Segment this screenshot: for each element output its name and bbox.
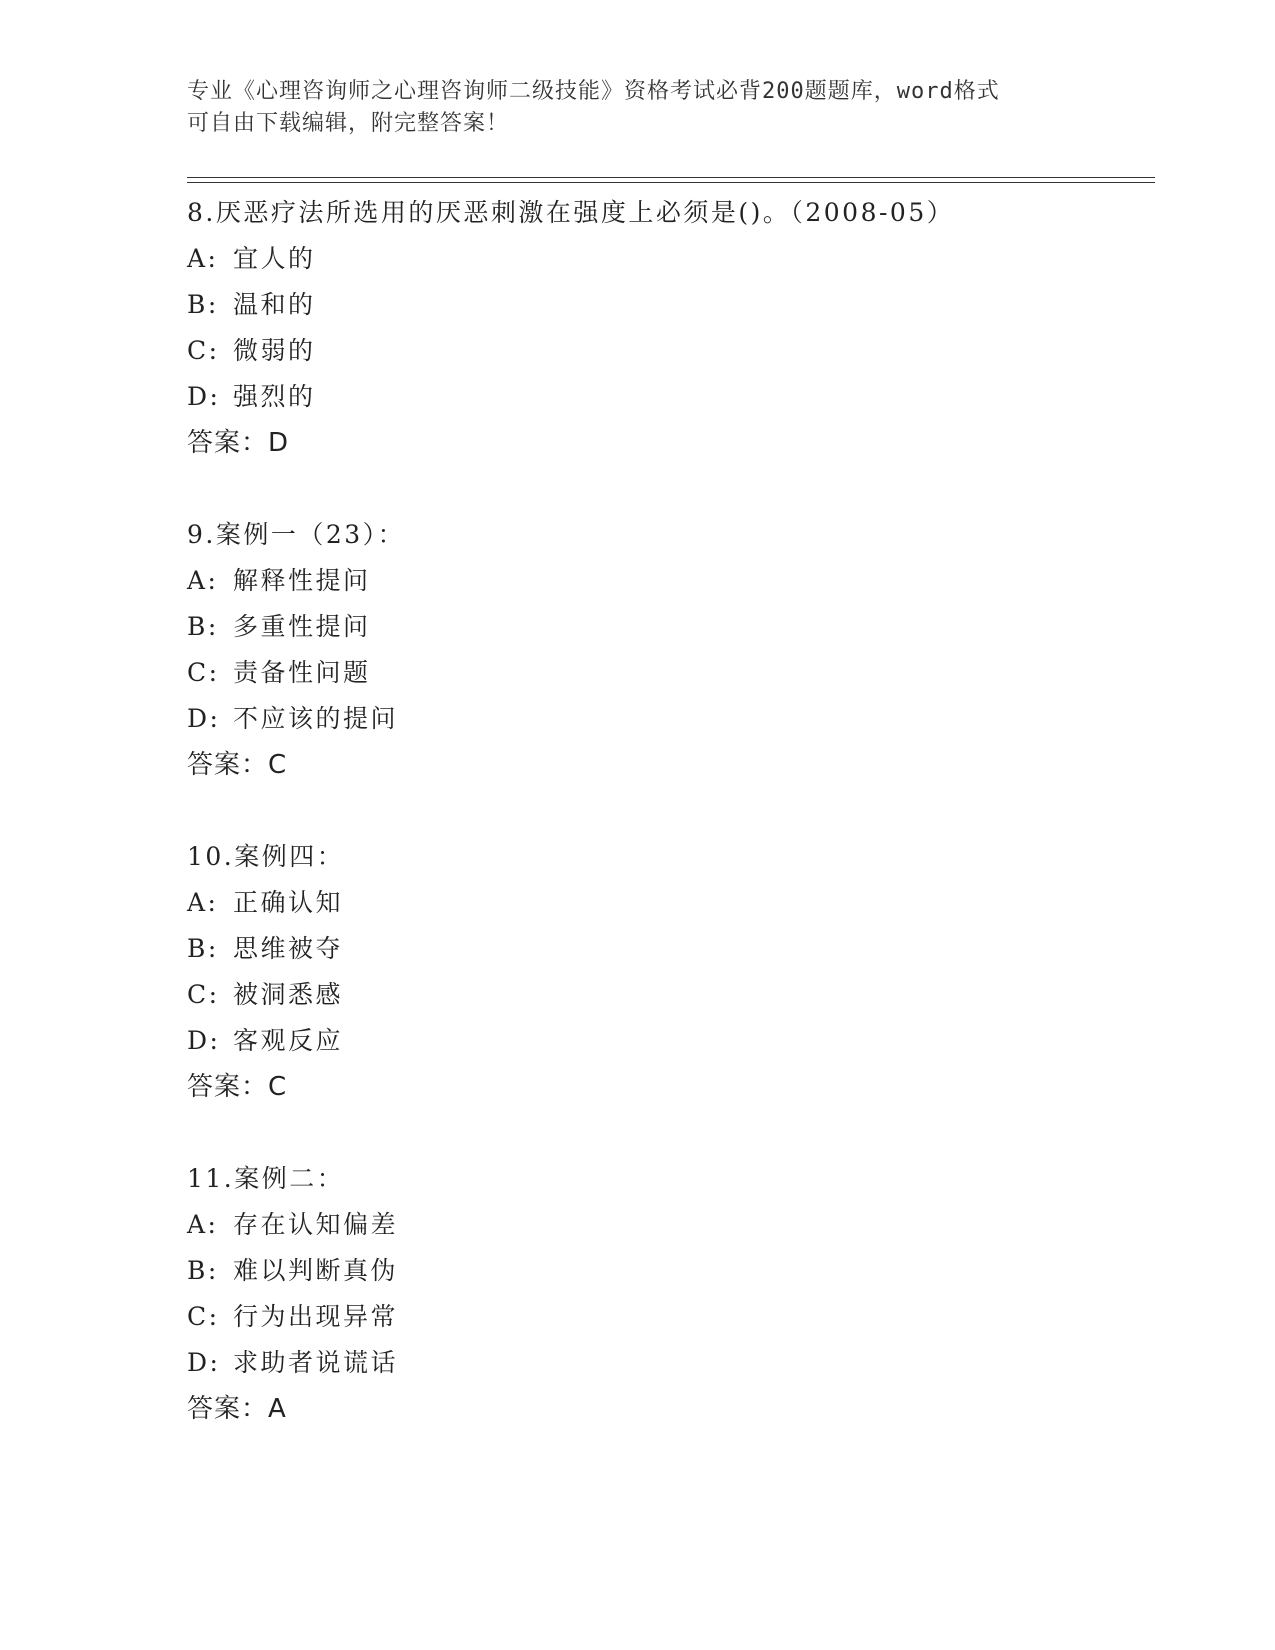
answer-line: 答案：D <box>187 428 290 458</box>
option-b <box>187 1248 1147 1294</box>
option-d <box>187 1018 1147 1064</box>
option-text: 强烈的 <box>233 382 316 411</box>
option-text: 客观反应 <box>233 1026 344 1055</box>
option-a <box>187 880 1147 926</box>
option-text: 多重性提问 <box>233 612 371 641</box>
option-b <box>187 282 1147 328</box>
question-stem: 11.案例二： <box>187 1164 345 1193</box>
option-letter: A: <box>187 566 219 595</box>
option-letter: C: <box>187 1302 220 1331</box>
option-d <box>187 374 1147 420</box>
option-b <box>187 604 1147 650</box>
option-letter: D: <box>187 704 221 733</box>
option-a <box>187 236 1147 282</box>
option-c <box>187 972 1147 1018</box>
header-line-2: 可自由下载编辑，附完整答案！ <box>187 111 510 136</box>
question-11 <box>187 1156 1147 1432</box>
option-letter: A: <box>187 1210 219 1239</box>
option-text: 思维被夺 <box>233 934 344 963</box>
answer-line: 答案：C <box>187 750 288 780</box>
question-9 <box>187 512 1147 788</box>
option-c <box>187 1294 1147 1340</box>
question-10 <box>187 834 1147 1110</box>
option-letter: D: <box>187 1348 221 1377</box>
answer-line: 答案：A <box>187 1394 287 1424</box>
option-text: 责备性问题 <box>233 658 371 687</box>
question-stem: 8.厌恶疗法所选用的厌恶刺激在强度上必须是()。（2008-05） <box>187 198 955 227</box>
option-letter: D: <box>187 1026 221 1055</box>
question-8 <box>187 190 1147 466</box>
option-letter: A: <box>187 244 219 273</box>
option-d <box>187 1340 1147 1386</box>
question-list <box>187 190 1147 1478</box>
option-text: 微弱的 <box>233 336 316 365</box>
option-text: 难以判断真伪 <box>233 1256 399 1285</box>
option-text: 宜人的 <box>233 244 316 273</box>
question-stem: 10.案例四： <box>187 842 345 871</box>
option-letter: B: <box>187 612 219 641</box>
question-stem: 9.案例一（23）： <box>187 520 406 549</box>
option-text: 解释性提问 <box>233 566 371 595</box>
option-d <box>187 696 1147 742</box>
option-letter: B: <box>187 1256 219 1285</box>
document-header <box>187 76 1067 140</box>
option-text: 被洞悉感 <box>233 980 344 1009</box>
option-letter: B: <box>187 934 219 963</box>
option-text: 不应该的提问 <box>233 704 399 733</box>
option-text: 正确认知 <box>233 888 344 917</box>
option-letter: C: <box>187 980 220 1009</box>
option-letter: C: <box>187 336 220 365</box>
option-letter: C: <box>187 658 220 687</box>
option-a <box>187 1202 1147 1248</box>
option-a <box>187 558 1147 604</box>
option-text: 存在认知偏差 <box>233 1210 399 1239</box>
header-line-1: 专业《心理咨询师之心理咨询师二级技能》资格考试必背200题题库，word格式 <box>187 79 1000 104</box>
option-text: 求助者说谎话 <box>233 1348 399 1377</box>
option-letter: A: <box>187 888 219 917</box>
header-divider-bottom <box>187 182 1155 183</box>
option-c <box>187 328 1147 374</box>
option-letter: B: <box>187 290 219 319</box>
option-b <box>187 926 1147 972</box>
option-c <box>187 650 1147 696</box>
option-text: 行为出现异常 <box>233 1302 399 1331</box>
option-letter: D: <box>187 382 221 411</box>
option-text: 温和的 <box>233 290 316 319</box>
answer-line: 答案：C <box>187 1072 288 1102</box>
header-divider-top <box>187 177 1155 178</box>
